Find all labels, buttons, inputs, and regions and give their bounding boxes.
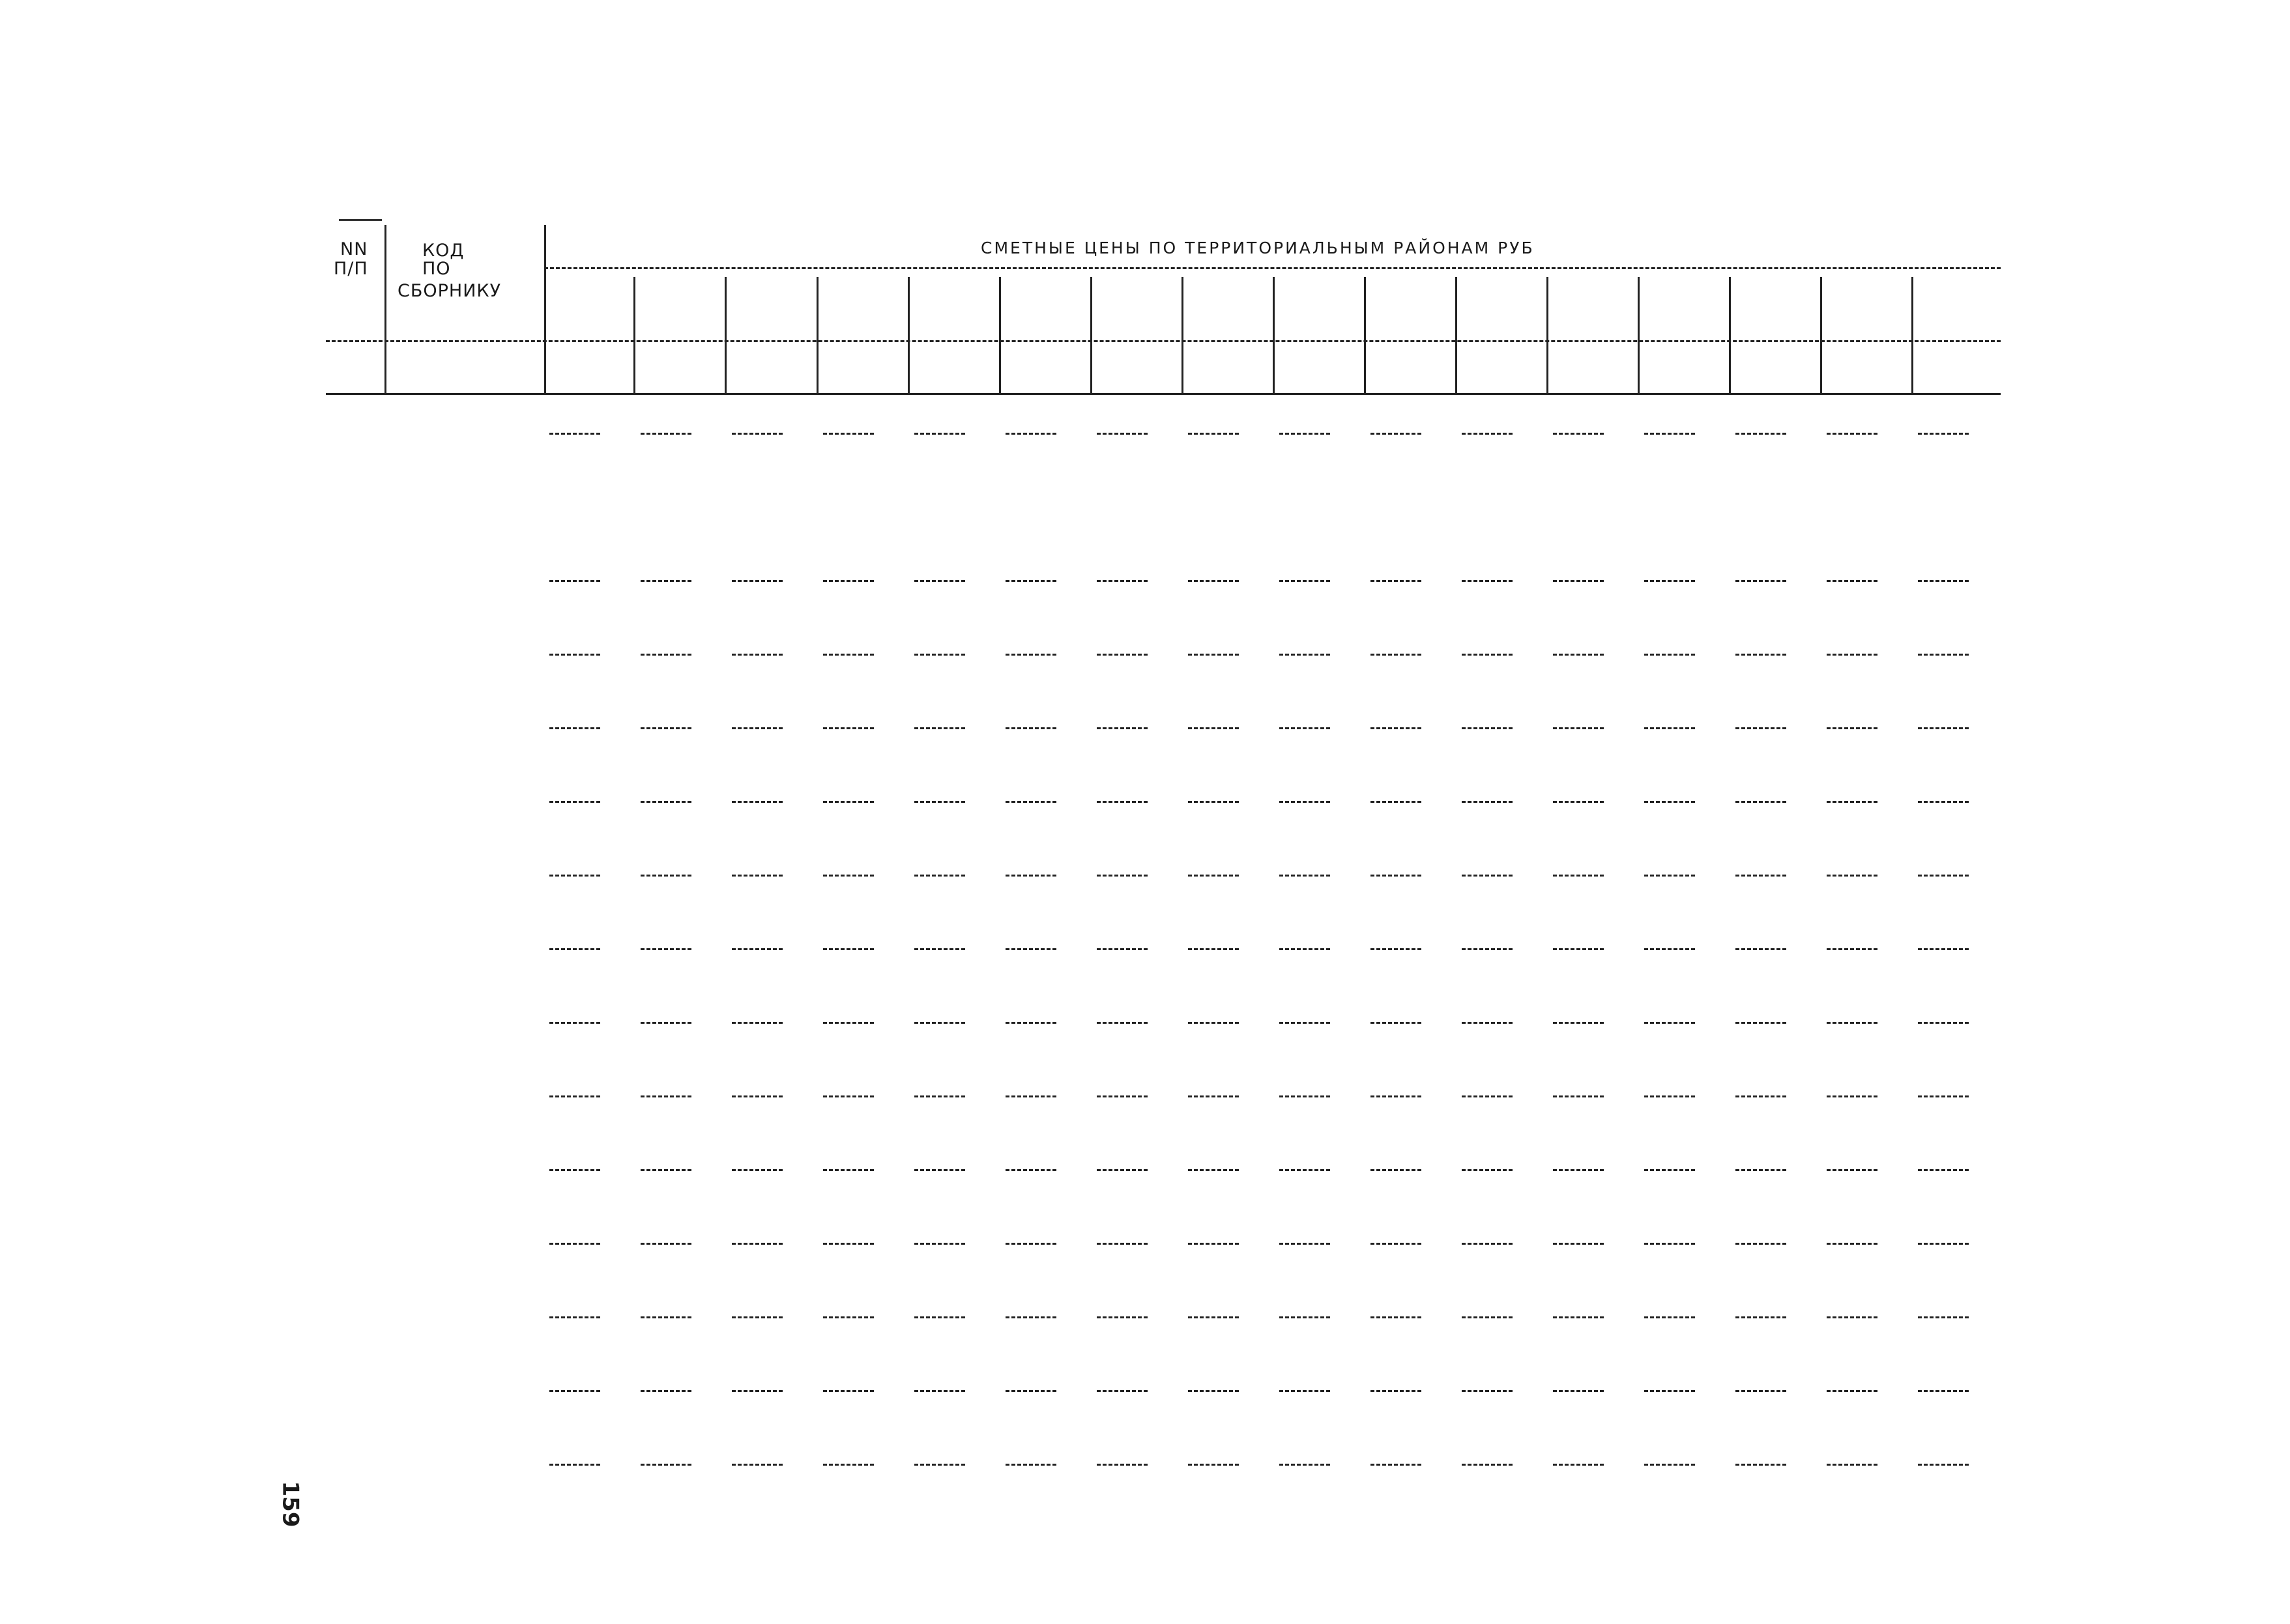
fraction-line xyxy=(1097,1022,1148,1024)
fraction-line xyxy=(823,727,874,729)
fraction-line xyxy=(1188,1169,1239,1171)
fraction-line xyxy=(1735,948,1786,950)
fraction-line xyxy=(1097,433,1148,435)
fraction-line xyxy=(1735,1243,1786,1245)
fraction-line xyxy=(1644,1243,1695,1245)
fraction-line xyxy=(1279,1464,1330,1466)
fraction-line xyxy=(1279,948,1330,950)
fraction-line xyxy=(1097,1169,1148,1171)
fraction-line xyxy=(1279,433,1330,435)
fraction-line xyxy=(1644,1464,1695,1466)
fraction-line xyxy=(641,727,691,729)
fraction-line xyxy=(1918,1095,1969,1097)
fraction-line xyxy=(1188,1243,1239,1245)
header-sep-kod xyxy=(544,225,546,394)
fraction-line xyxy=(549,580,600,582)
fraction-line xyxy=(549,1390,600,1392)
header-sep-col xyxy=(1181,277,1183,394)
fraction-line xyxy=(1553,654,1604,656)
fraction-line xyxy=(1553,875,1604,877)
fraction-line xyxy=(641,1464,691,1466)
fraction-line xyxy=(823,1316,874,1318)
fraction-line xyxy=(732,1316,783,1318)
fraction-line xyxy=(1827,1464,1877,1466)
fraction-line xyxy=(1462,433,1513,435)
fraction-line xyxy=(549,727,600,729)
fraction-line xyxy=(1462,654,1513,656)
fraction-line xyxy=(823,654,874,656)
fraction-line xyxy=(1006,1022,1056,1024)
fraction-line xyxy=(1827,433,1877,435)
fraction-line xyxy=(1462,580,1513,582)
fraction-line xyxy=(1735,801,1786,803)
fraction-line xyxy=(1188,580,1239,582)
fraction-line xyxy=(1006,1095,1056,1097)
fraction-line xyxy=(1370,801,1421,803)
fraction-line xyxy=(1006,433,1056,435)
header-sep-col xyxy=(633,277,635,394)
header-sep-col xyxy=(817,277,819,394)
fraction-line xyxy=(732,801,783,803)
fraction-line xyxy=(1097,801,1148,803)
fraction-line xyxy=(1370,1095,1421,1097)
header-pp: П/П xyxy=(334,259,368,279)
fraction-line xyxy=(732,1464,783,1466)
fraction-line xyxy=(914,948,965,950)
fraction-line xyxy=(1006,654,1056,656)
fraction-line xyxy=(1827,875,1877,877)
fraction-line xyxy=(549,1095,600,1097)
fraction-line xyxy=(1462,948,1513,950)
fraction-line xyxy=(1279,654,1330,656)
fraction-line xyxy=(1735,433,1786,435)
fraction-line xyxy=(732,727,783,729)
fraction-line xyxy=(1553,580,1604,582)
fraction-line xyxy=(549,1169,600,1171)
header-kod-3: СБОРНИКУ xyxy=(398,281,502,301)
fraction-line xyxy=(1370,875,1421,877)
fraction-line xyxy=(732,654,783,656)
header-sep-col xyxy=(1729,277,1731,394)
fraction-line xyxy=(1188,727,1239,729)
fraction-line xyxy=(1918,433,1969,435)
fraction-line xyxy=(1370,433,1421,435)
fraction-line xyxy=(1188,948,1239,950)
fraction-line xyxy=(549,1243,600,1245)
fraction-line xyxy=(1462,1390,1513,1392)
fraction-line xyxy=(1553,433,1604,435)
fraction-line xyxy=(1553,1022,1604,1024)
fraction-line xyxy=(823,580,874,582)
fraction-line xyxy=(1188,1095,1239,1097)
fraction-line xyxy=(1462,801,1513,803)
fraction-line xyxy=(1918,1169,1969,1171)
fraction-line xyxy=(1188,875,1239,877)
fraction-line xyxy=(1462,1095,1513,1097)
fraction-line xyxy=(1644,580,1695,582)
fraction-line xyxy=(1006,1390,1056,1392)
fraction-line xyxy=(1735,727,1786,729)
fraction-line xyxy=(823,948,874,950)
fraction-line xyxy=(1097,654,1148,656)
fraction-line xyxy=(1462,1243,1513,1245)
header-sep-col xyxy=(1911,277,1913,394)
fraction-line xyxy=(1462,875,1513,877)
fraction-line xyxy=(1827,1390,1877,1392)
fraction-line xyxy=(1279,1316,1330,1318)
fraction-line xyxy=(1735,580,1786,582)
fraction-line xyxy=(1188,1022,1239,1024)
fraction-line xyxy=(1097,727,1148,729)
fraction-line xyxy=(1735,1095,1786,1097)
fraction-line xyxy=(732,580,783,582)
fraction-line xyxy=(1553,727,1604,729)
fraction-line xyxy=(1462,1169,1513,1171)
fraction-line xyxy=(1097,875,1148,877)
fraction-line xyxy=(732,1095,783,1097)
fraction-line xyxy=(1279,801,1330,803)
fraction-line xyxy=(823,875,874,877)
fraction-line xyxy=(1553,1316,1604,1318)
fraction-line xyxy=(1827,727,1877,729)
fraction-line xyxy=(1370,727,1421,729)
fraction-line xyxy=(732,1022,783,1024)
fraction-line xyxy=(1553,1169,1604,1171)
fraction-line xyxy=(549,948,600,950)
header-sep-col xyxy=(1090,277,1092,394)
fraction-line xyxy=(1279,1169,1330,1171)
fraction-line xyxy=(1370,1022,1421,1024)
fraction-line xyxy=(1462,1316,1513,1318)
header-kod-2: ПО xyxy=(422,259,451,279)
fraction-line xyxy=(1097,580,1148,582)
fraction-line xyxy=(641,1022,691,1024)
fraction-line xyxy=(1370,1316,1421,1318)
fraction-line xyxy=(1827,1169,1877,1171)
fraction-line xyxy=(549,875,600,877)
fraction-line xyxy=(1553,1390,1604,1392)
fraction-line xyxy=(1462,1464,1513,1466)
fraction-line xyxy=(1735,1390,1786,1392)
fraction-line xyxy=(1735,1316,1786,1318)
header-sep-col xyxy=(1820,277,1822,394)
fraction-line xyxy=(1553,801,1604,803)
fraction-line xyxy=(1644,1022,1695,1024)
fraction-line xyxy=(1370,1464,1421,1466)
fraction-line xyxy=(914,1022,965,1024)
fraction-line xyxy=(549,1464,600,1466)
fraction-line xyxy=(1462,727,1513,729)
fraction-line xyxy=(1827,1243,1877,1245)
fraction-line xyxy=(1097,1390,1148,1392)
fraction-line xyxy=(914,654,965,656)
fraction-line xyxy=(641,433,691,435)
fraction-line xyxy=(823,1022,874,1024)
fraction-line xyxy=(1553,948,1604,950)
fraction-line xyxy=(914,1095,965,1097)
fraction-line xyxy=(914,1390,965,1392)
fraction-line xyxy=(823,433,874,435)
fraction-line xyxy=(1735,1022,1786,1024)
fraction-line xyxy=(1006,1243,1056,1245)
fraction-line xyxy=(549,654,600,656)
fraction-line xyxy=(1370,1390,1421,1392)
fraction-line xyxy=(1006,580,1056,582)
fraction-line xyxy=(914,1169,965,1171)
fraction-line xyxy=(1370,580,1421,582)
fraction-line xyxy=(1097,948,1148,950)
fraction-line xyxy=(1827,580,1877,582)
fraction-line xyxy=(1918,580,1969,582)
fraction-line xyxy=(1553,1243,1604,1245)
fraction-line xyxy=(1735,654,1786,656)
fraction-line xyxy=(1827,654,1877,656)
fraction-line xyxy=(914,875,965,877)
fraction-line xyxy=(1188,654,1239,656)
fraction-line xyxy=(914,580,965,582)
fraction-line xyxy=(1279,1390,1330,1392)
fraction-line xyxy=(823,1169,874,1171)
fraction-line xyxy=(914,801,965,803)
fraction-line xyxy=(1006,1316,1056,1318)
fraction-line xyxy=(1918,727,1969,729)
fraction-line xyxy=(1188,801,1239,803)
fraction-line xyxy=(914,727,965,729)
fraction-line xyxy=(1097,1464,1148,1466)
page-number: 159 xyxy=(277,1481,304,1528)
fraction-line xyxy=(823,1095,874,1097)
header-line-districts xyxy=(326,340,2001,342)
fraction-line xyxy=(1918,654,1969,656)
fraction-line xyxy=(1279,1022,1330,1024)
fraction-line xyxy=(1735,1169,1786,1171)
fraction-line xyxy=(1918,1022,1969,1024)
header-title: СМЕТНЫЕ ЦЕНЫ ПО ТЕРРИТОРИАЛЬНЫМ РАЙОНАМ РУБ xyxy=(981,239,1535,257)
fraction-line xyxy=(641,1095,691,1097)
fraction-line xyxy=(1918,1316,1969,1318)
header-sep-col xyxy=(1546,277,1548,394)
fraction-line xyxy=(914,1464,965,1466)
fraction-line xyxy=(823,801,874,803)
fraction-line xyxy=(1370,1243,1421,1245)
fraction-line xyxy=(549,1316,600,1318)
fraction-line xyxy=(1644,1169,1695,1171)
fraction-line xyxy=(1918,1390,1969,1392)
header-kod-1: КОД xyxy=(422,240,465,261)
fraction-line xyxy=(549,433,600,435)
fraction-line xyxy=(1644,875,1695,877)
fraction-line xyxy=(641,1390,691,1392)
fraction-line xyxy=(1644,1095,1695,1097)
fraction-line xyxy=(914,433,965,435)
fraction-line xyxy=(549,801,600,803)
fraction-line xyxy=(1279,875,1330,877)
fraction-line xyxy=(1918,875,1969,877)
fraction-line xyxy=(1644,654,1695,656)
fraction-line xyxy=(1006,801,1056,803)
fraction-line xyxy=(641,580,691,582)
fraction-line xyxy=(641,948,691,950)
header-sep-col xyxy=(999,277,1001,394)
fraction-line xyxy=(641,1316,691,1318)
fraction-line xyxy=(1006,948,1056,950)
fraction-line xyxy=(1827,1316,1877,1318)
fraction-line xyxy=(823,1464,874,1466)
header-nn: NN xyxy=(340,239,368,259)
fraction-line xyxy=(823,1243,874,1245)
fraction-line xyxy=(1279,727,1330,729)
fraction-line xyxy=(1827,948,1877,950)
fraction-line xyxy=(914,1243,965,1245)
header-sep-col xyxy=(1455,277,1457,394)
fraction-line xyxy=(1006,1169,1056,1171)
fraction-line xyxy=(732,1390,783,1392)
fraction-line xyxy=(823,1390,874,1392)
fraction-line xyxy=(1370,654,1421,656)
fraction-line xyxy=(641,654,691,656)
fraction-line xyxy=(1097,1316,1148,1318)
fraction-line xyxy=(1644,948,1695,950)
fraction-line xyxy=(1553,1095,1604,1097)
fraction-line xyxy=(732,875,783,877)
header-sep-col xyxy=(1273,277,1275,394)
header-sep-col xyxy=(1638,277,1640,394)
fraction-line xyxy=(1097,1095,1148,1097)
fraction-line xyxy=(1188,433,1239,435)
fraction-line xyxy=(1188,1390,1239,1392)
fraction-line xyxy=(732,433,783,435)
fraction-line xyxy=(1918,1464,1969,1466)
fraction-line xyxy=(1644,727,1695,729)
header-sep-nn xyxy=(384,225,386,394)
fraction-line xyxy=(1006,1464,1056,1466)
fraction-line xyxy=(1188,1464,1239,1466)
fraction-line xyxy=(1097,1243,1148,1245)
header-sep-col xyxy=(908,277,910,394)
fraction-line xyxy=(1553,1464,1604,1466)
fraction-line xyxy=(1279,1095,1330,1097)
fraction-line xyxy=(1827,1095,1877,1097)
fraction-line xyxy=(1735,1464,1786,1466)
fraction-line xyxy=(1644,433,1695,435)
header-sep-col xyxy=(1364,277,1366,394)
fraction-line xyxy=(1827,1022,1877,1024)
fraction-line xyxy=(1370,1169,1421,1171)
fraction-line xyxy=(1006,727,1056,729)
fraction-line xyxy=(1918,801,1969,803)
header-sep-col xyxy=(725,277,727,394)
fraction-line xyxy=(1370,948,1421,950)
fraction-line xyxy=(732,1169,783,1171)
fraction-line xyxy=(549,1022,600,1024)
fraction-line xyxy=(1279,1243,1330,1245)
fraction-line xyxy=(732,948,783,950)
fraction-line xyxy=(1827,801,1877,803)
fraction-line xyxy=(1644,1390,1695,1392)
fraction-line xyxy=(641,1243,691,1245)
header-line-bottom xyxy=(326,393,2001,395)
fraction-line xyxy=(914,1316,965,1318)
fraction-line xyxy=(732,1243,783,1245)
fraction-line xyxy=(1918,1243,1969,1245)
fraction-line xyxy=(1735,875,1786,877)
top-mark xyxy=(339,219,382,221)
header-line-title xyxy=(544,267,2001,269)
fraction-line xyxy=(641,875,691,877)
fraction-line xyxy=(1188,1316,1239,1318)
fraction-line xyxy=(1644,801,1695,803)
fraction-line xyxy=(1462,1022,1513,1024)
fraction-line xyxy=(1279,580,1330,582)
fraction-line xyxy=(641,801,691,803)
fraction-line xyxy=(1006,875,1056,877)
fraction-line xyxy=(1918,948,1969,950)
fraction-line xyxy=(641,1169,691,1171)
fraction-line xyxy=(1644,1316,1695,1318)
